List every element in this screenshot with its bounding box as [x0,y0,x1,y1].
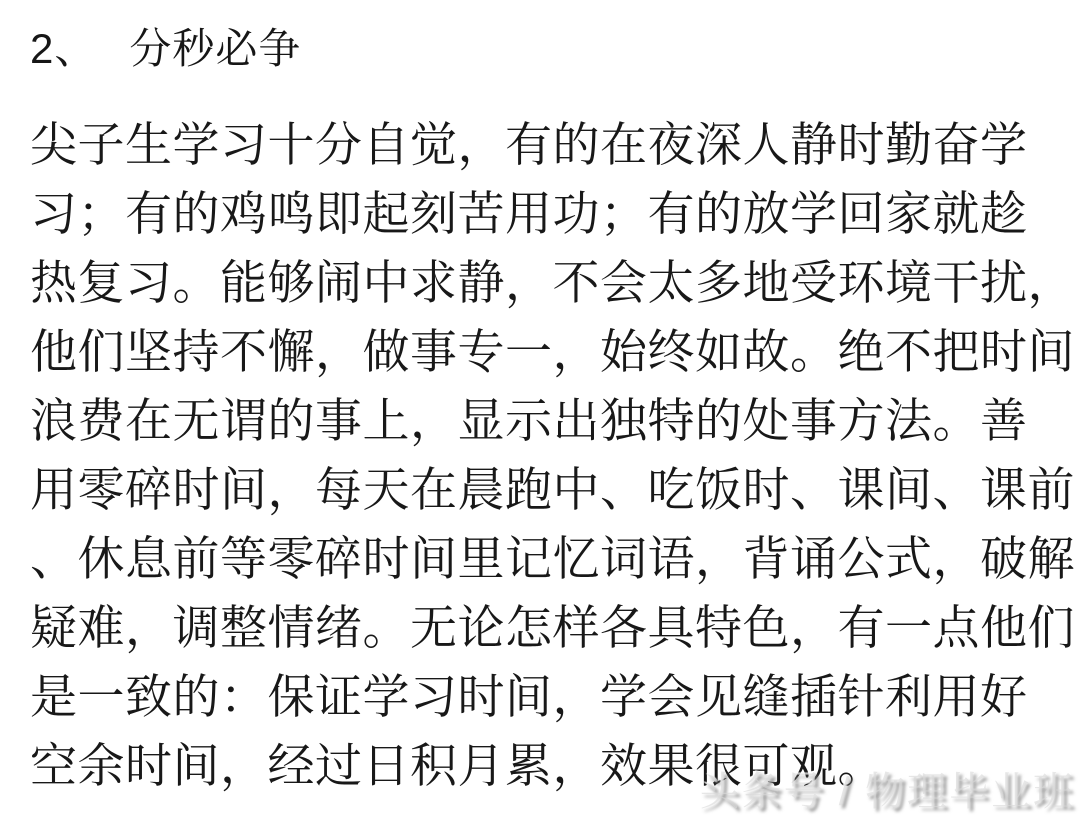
section-title: 分秒必争 [129,25,302,72]
paragraph-line: 浪费在无谓的事上，显示出独特的处事方法。善 [30,394,1028,447]
paragraph-line: 热复习。能够闹中求静，不会太多地受环境干扰， [30,256,1075,309]
paragraph-line: 尖子生学习十分自觉，有的在夜深人静时勤奋学 [30,118,1028,171]
paragraph-line: 疑难，调整情绪。无论怎样各具特色，有一点他们 [30,601,1075,654]
watermark: 头条号 / 物理毕业班 [699,770,1075,814]
article-body [30,110,1075,800]
paragraph-line: 空余时间，经过日积月累，效果很可观。 [30,739,885,792]
paragraph-line: 用零碎时间，每天在晨跑中、吃饭时、课间、课前 [30,463,1075,516]
section-heading [30,16,301,76]
paragraph-line: 习；有的鸡鸣即起刻苦用功；有的放学回家就趁 [30,187,1028,240]
section-number: 2、 [30,25,98,72]
paragraph-line: 是一致的：保证学习时间，学会见缝插针利用好 [30,670,1028,723]
paragraph-line: 、休息前等零碎时间里记忆词语，背诵公式，破解 [30,532,1075,585]
paragraph-line: 他们坚持不懈，做事专一，始终如故。绝不把时间 [30,325,1075,378]
